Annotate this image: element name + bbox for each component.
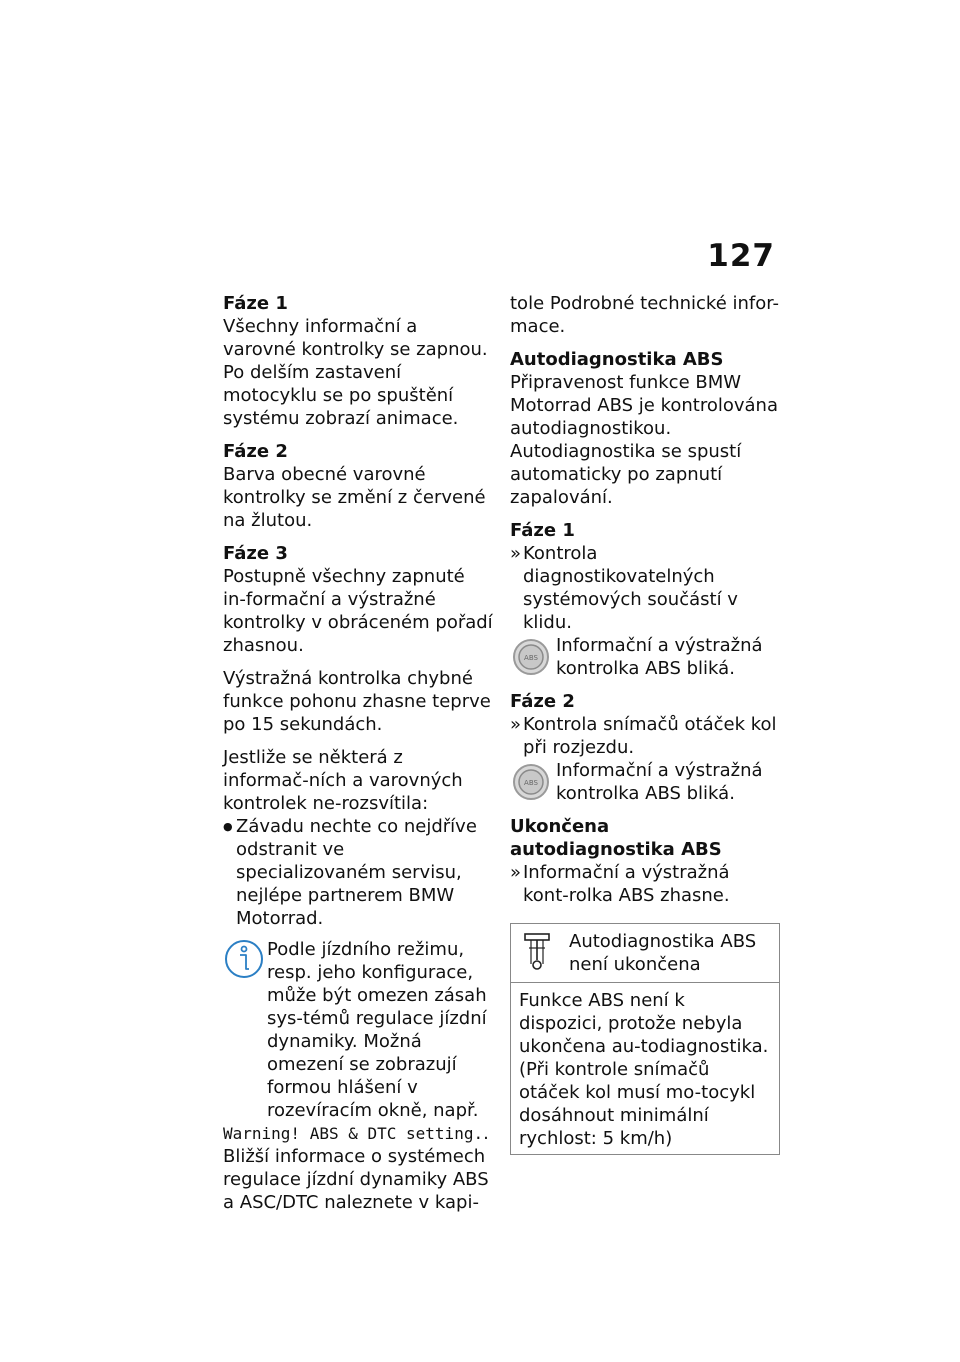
faze3-text: Postupně všechny zapnuté in-formační a výstražné kontrolky v obráceném pořadí zhasnou. bbox=[223, 566, 493, 656]
abs-text: Připravenost funkce BMW Motorrad ABS je kontrolována autodiagnostikou. Autodiagnostika se spustí automaticky po zapnutí zapalování. bbox=[510, 372, 778, 508]
notice-text: Funkce ABS není k dispozici, protože nebyla ukončena au-todiagnostika. (Při kontrole snímačů otáček kol musí mo-tocykl dosáhnout minimální rychlost: 5 km/h) bbox=[519, 990, 769, 1149]
note-text-b: Bližší informace o systémech regulace jízdní dynamiky ABS a ASC/DTC naleznete v kapi- bbox=[223, 1146, 489, 1213]
left-column bbox=[223, 292, 493, 1214]
abs-icon-label: ABS bbox=[524, 779, 538, 787]
r-faze2-heading: Fáze 2 bbox=[510, 691, 575, 712]
note-block bbox=[223, 938, 493, 1214]
end-heading: Ukončena autodiagnostika ABS bbox=[510, 816, 722, 860]
jestlize-paragraph: Jestliže se některá z informač-ních a varovných kontrolek ne-rozsvítila: bbox=[223, 747, 463, 814]
r-faze1-result: Informační a výstražná kontrolka ABS bliká. bbox=[556, 635, 763, 679]
diagnostic-tool-icon bbox=[519, 930, 555, 972]
abs-warning-icon bbox=[510, 761, 552, 803]
notice-title: Autodiagnostika ABS není ukončena bbox=[569, 931, 757, 975]
faze2-heading: Fáze 2 bbox=[223, 441, 288, 462]
note-dot: . bbox=[483, 1123, 489, 1144]
right-column bbox=[510, 292, 780, 1155]
faze2-text: Barva obecné varovné kontrolky se změní z červené na žlutou. bbox=[223, 464, 486, 531]
faze1-heading: Fáze 1 bbox=[223, 293, 288, 314]
abs-heading: Autodiagnostika ABS bbox=[510, 349, 724, 370]
faze3-heading: Fáze 3 bbox=[223, 543, 288, 564]
end-step: » Informační a výstražná kont-rolka ABS zhasne. bbox=[510, 861, 780, 907]
info-icon bbox=[223, 938, 265, 980]
abs-warning-icon bbox=[510, 636, 552, 678]
list-item: ● Závadu nechte co nejdříve odstranit ve specializovaném servisu, nejlépe partnerem BMW Motorrad. bbox=[223, 815, 493, 930]
faze1-text-a: Všechny informační a varovné kontrolky se zapnou. bbox=[223, 316, 488, 360]
cont-text: tole Podrobné technické infor-mace. bbox=[510, 293, 779, 337]
r-faze1-heading: Fáze 1 bbox=[510, 520, 575, 541]
notice-box bbox=[510, 923, 780, 1155]
page-number: 127 bbox=[707, 238, 775, 274]
vystrazna-paragraph: Výstražná kontrolka chybné funkce pohonu zhasne teprve po 15 sekundách. bbox=[223, 668, 491, 735]
r-faze2-result: Informační a výstražná kontrolka ABS bliká. bbox=[556, 760, 763, 804]
r-faze1-step: » Kontrola diagnostikovatelných systémových součástí v klidu. bbox=[510, 542, 780, 634]
note-mono: Warning! ABS & DTC setting. bbox=[223, 1124, 484, 1143]
note-text-a: Podle jízdního režimu, resp. jeho konfigurace, může být omezen zásah sys-témů regulace jízdní dynamiky. Možná omezení se zobrazují formou hlášení v rozevíracím okně, např. bbox=[267, 939, 487, 1121]
faze1-text-b: Po delším zastavení motocyklu se po spuštění systému zobrazí animace. bbox=[223, 362, 459, 429]
abs-icon-label: ABS bbox=[524, 654, 538, 662]
r-faze2-step: » Kontrola snímačů otáček kol při rozjezdu. bbox=[510, 713, 780, 759]
